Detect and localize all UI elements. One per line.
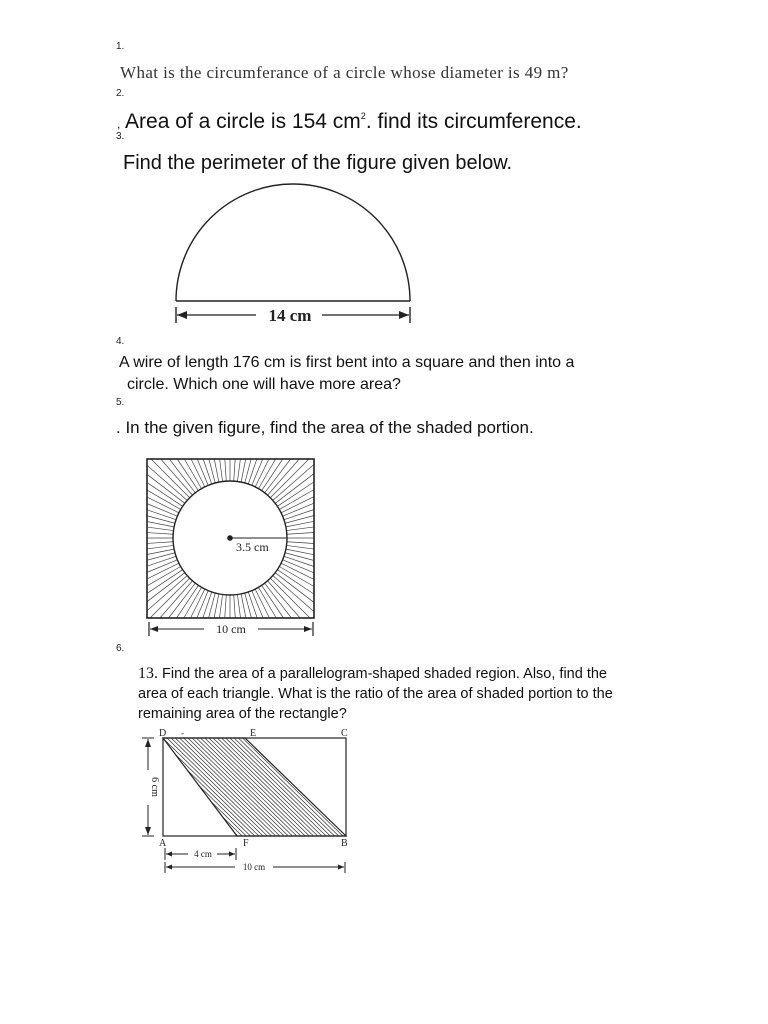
corner-c-label: C [341,728,348,739]
hatch-line [280,725,365,847]
question-3-text: Find the perimeter of the figure given below. [123,152,513,174]
hatch-line [250,725,365,847]
hatch-line [204,725,329,847]
shade-ray [241,459,246,482]
shade-ray [275,474,314,504]
hatch-line [145,725,270,847]
shade-ray [245,593,252,618]
height-arrow-up-icon [145,739,151,747]
hatch-line [135,725,140,847]
hatch-line [154,725,279,847]
shade-ray [147,556,176,566]
shade-ray [234,595,236,618]
shade-ray [197,591,208,618]
semicircle-base-label: 14 cm [268,306,312,325]
shade-ray [147,465,187,500]
shade-ray [214,459,219,482]
hatch-line [229,725,354,847]
question-2-number: 2. [116,88,125,99]
hatch-line [364,725,365,847]
shade-ray [225,595,227,618]
shade-ray [147,570,183,594]
hatch-line [359,725,365,847]
shade-ray [203,459,211,484]
hatch-line [351,725,365,847]
shade-ray [225,459,226,481]
shade-ray [265,459,291,493]
question-5-text: . In the given figure, find the area of the shaded portion. [116,418,534,437]
question-6-number: 6. [116,643,125,654]
af-label: 4 cm [194,849,212,859]
shade-ray [203,592,212,618]
question-4-line-2: circle. Which one will have more area? [127,376,401,393]
side-arrow-right-icon [304,626,312,632]
hatch-line [292,725,365,847]
shade-ray [147,521,174,526]
square-circle-figure [140,450,330,640]
shade-ray [275,573,314,603]
question-2-prefix: , [117,117,121,131]
ab-arrow-right-icon [338,865,344,870]
hatch-line [208,725,333,847]
height-label: 6 cm [149,777,160,797]
hatch-line [355,725,365,847]
shade-ray [147,527,173,530]
hatch-line [191,725,316,847]
shade-ray [177,585,199,618]
hatch-line [166,725,291,847]
question-6-label: 13. [138,665,158,682]
hatch-line [347,725,365,847]
shade-ray [147,573,185,602]
radius-label: 3.5 cm [236,540,269,554]
shade-ray [219,595,222,618]
shade-ray [248,459,256,484]
question-4-number: 4. [116,336,125,347]
hatch-line [200,725,325,847]
shade-ray [220,459,223,481]
hatch-line [175,725,300,847]
hatch-line [170,725,295,847]
question-1-number: 1. [116,41,125,52]
shade-ray [262,459,283,491]
shade-ray [147,545,173,548]
af-arrow-left-icon [166,852,172,857]
af-arrow-right-icon [229,852,235,857]
question-2-suffix: . find its circumference. [365,110,582,133]
question-6-text [138,664,638,724]
shade-ray [287,542,314,544]
hatch-line [221,725,346,847]
hatch-line [149,725,274,847]
side-arrow-left-icon [150,626,158,632]
shade-ray [147,576,187,611]
hatch-line [196,725,321,847]
hatch-line [238,725,363,847]
question-2-text [117,110,582,134]
shade-ray [284,556,314,566]
corner-d-mark: - [181,728,184,738]
hatch-line [309,725,365,847]
question-1-text: What is the circumferance of a circle whose diameter is 49 m? [120,63,569,82]
shade-ray [147,474,185,503]
corner-e-label: E [250,728,257,739]
hatch-line [135,725,195,847]
shade-ray [268,581,301,618]
hatch-line [135,725,203,847]
side-label: 10 cm [216,622,246,636]
ab-label: 10 cm [242,862,266,872]
shade-ray [177,459,198,491]
shade-ray [252,591,263,618]
question-4-line-1: A wire of length 176 cm is first bent into a square and then into a [119,354,575,371]
shade-ray [284,509,314,519]
shade-ray [287,527,314,531]
shade-ray [209,593,216,618]
corner-b-label: B [341,838,348,849]
shade-ray [147,510,176,520]
shade-ray [197,459,208,485]
shade-ray [287,545,314,549]
question-6-body: Find the area of a parallelogram-shaped shaded region. Also, find the area of each triangle. What is the ratio of the area of shaded portion to the remaining area of the rectangle? [138,666,613,722]
corner-f-label: F [243,838,249,849]
hatch-line [225,725,350,847]
shade-ray [147,483,183,507]
hatch-line [338,725,365,847]
arrow-left-icon [177,311,187,319]
hatch-line [183,725,308,847]
shade-ray [241,594,246,618]
shade-ray [147,542,173,544]
hatch-line [296,725,365,847]
hatch-line [288,725,365,847]
hatch-line [305,725,365,847]
question-3-number: 3. [116,131,125,142]
shade-ray [160,581,193,618]
shade-ray [237,459,240,481]
semicircle-arc [176,184,410,301]
shade-ray [287,532,314,534]
shade-ray [262,585,284,618]
hatch-line [162,725,287,847]
shade-ray [147,533,173,535]
arrow-right-icon [399,311,409,319]
corner-a-label: A [159,838,167,849]
hatch-line [233,725,358,847]
corner-d-label: D [159,728,167,739]
question-2-main: Area of a circle is 154 cm [125,110,361,133]
question-2-superscript: 2 [360,111,366,121]
parallelogram-figure [135,725,365,875]
hatch-line [317,725,365,847]
shade-ray [237,595,240,618]
hatch-line [158,725,283,847]
shade-ray [147,549,174,554]
shade-ray [252,459,263,485]
hatch-line [263,725,365,847]
hatch-line [135,725,144,847]
hatch-line [217,725,342,847]
hatch-line [322,725,365,847]
shade-ray [214,594,219,618]
shade-ray [248,592,257,618]
shade-ray [169,459,195,493]
height-arrow-down-icon [145,827,151,835]
ab-arrow-left-icon [166,865,172,870]
shade-ray [234,459,235,481]
hatch-line [284,725,365,847]
hatch-line [267,725,365,847]
question-5-number: 5. [116,397,125,408]
hatch-line [179,725,304,847]
semicircle-figure [160,180,430,330]
